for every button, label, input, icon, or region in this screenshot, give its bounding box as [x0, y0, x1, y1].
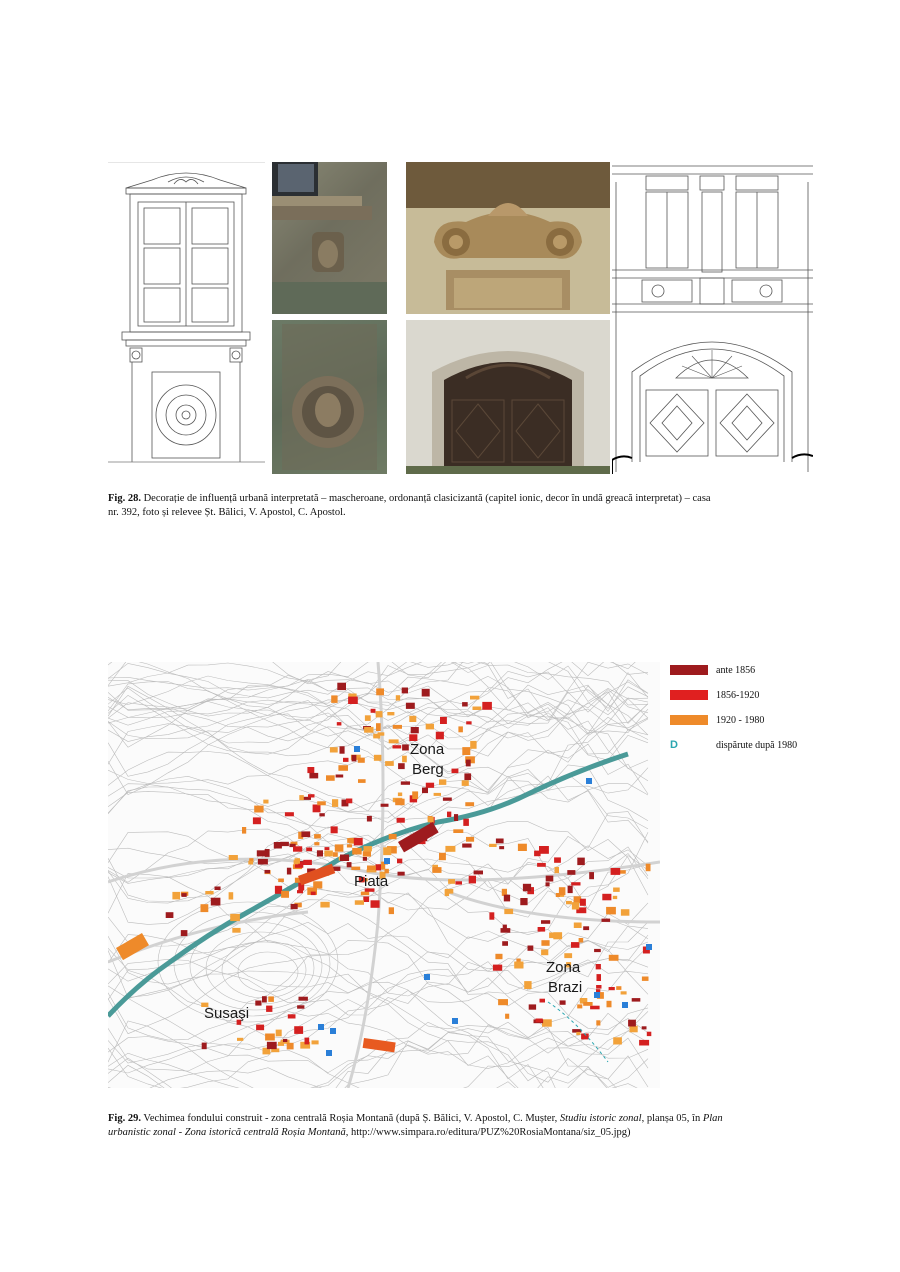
legend-label: dispărute după 1980	[716, 739, 798, 751]
fig-28-caption	[108, 492, 808, 520]
label-zona-brazi-1: Zona	[546, 959, 581, 976]
fig-29-italic-b: Plan	[702, 1113, 723, 1124]
facade-elevation-drawing	[612, 162, 813, 474]
gate-photo	[406, 320, 610, 474]
legend-label: 1920 - 1980	[716, 714, 765, 726]
legend-item-1856-1920	[670, 688, 759, 702]
fig-29-caption	[108, 1112, 808, 1140]
label-zona-berg-1: Zona	[410, 741, 445, 758]
fig-28-text-1: Decorație de influență urbană interpretată – mascheroane, ordonanță clasicizantă (capitel ionic, decor în undă greacă interpretat) – casa	[140, 493, 711, 504]
legend-item-1920-1980	[670, 713, 764, 727]
fig-29-text-c: , http://www.simpara.ro/editura/PUZ%20RosiaMontana/siz_05.jpg)	[345, 1127, 631, 1138]
fig-29-italic-c: urbanistic zonal - Zona istorică centrală Roșia Montană	[108, 1127, 346, 1138]
medallion-photo	[272, 320, 387, 474]
legend-swatch	[670, 665, 708, 675]
legend-swatch	[670, 715, 708, 725]
legend-swatch	[670, 690, 708, 700]
legend-symbol-d: D	[670, 739, 678, 751]
fig-29-text-a: Vechimea fondului construit - zona centrală Roșia Montană (după Ș. Bălici, V. Apostol, C. Mușter,	[140, 1113, 560, 1124]
fig-29-text-b: , planșa 05, în	[641, 1113, 703, 1124]
label-piata: Piata	[354, 873, 389, 890]
legend-label: ante 1856	[716, 664, 756, 676]
fig-28-label: Fig. 28.	[108, 493, 141, 504]
window-elevation-drawing	[108, 162, 265, 474]
legend-item-ante-1856	[670, 663, 755, 677]
fig-28-text-2: nr. 392, foto și relevee Șt. Bălici, V. Apostol, C. Apostol.	[108, 507, 346, 518]
building-age-map	[108, 662, 660, 1088]
fig-29-italic-a: Studiu istoric zonal	[559, 1113, 642, 1124]
ionic-capital-photo	[406, 162, 610, 314]
label-zona-berg-2: Berg	[412, 761, 444, 778]
label-zona-brazi-2: Brazi	[548, 979, 583, 996]
legend-label: 1856-1920	[716, 689, 760, 701]
label-susasi: Susaşi	[204, 1005, 250, 1022]
fig-29-label: Fig. 29.	[108, 1113, 141, 1124]
legend-item-disparute	[670, 738, 797, 752]
mask-console-photo	[272, 162, 387, 314]
